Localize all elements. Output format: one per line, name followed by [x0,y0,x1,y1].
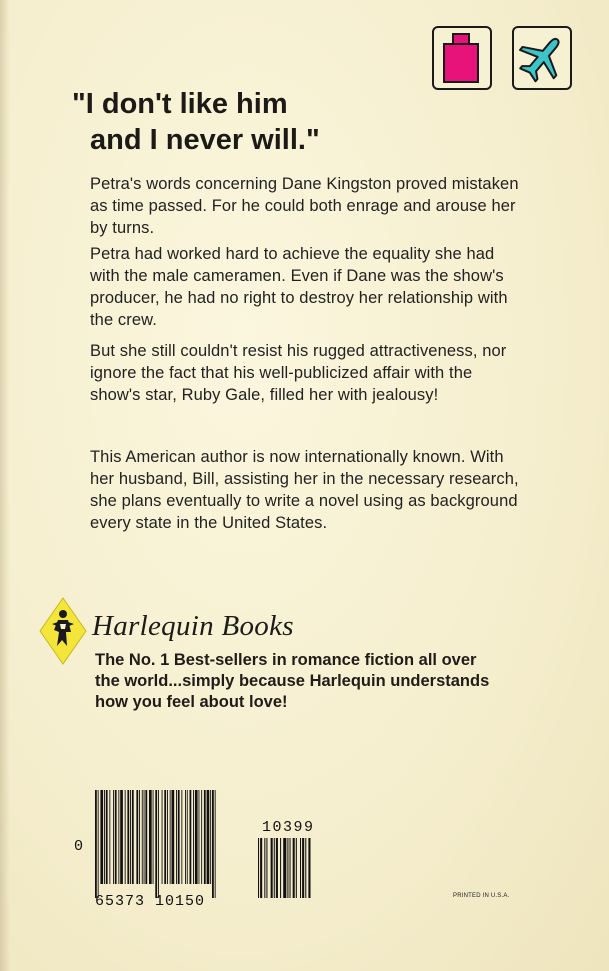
barcode-bar [120,790,123,884]
barcode-bar [271,838,273,898]
barcode-bar [308,838,310,898]
barcode-bar [178,790,180,884]
blurb-paragraph-2: Petra had worked hard to achieve the equality she had with the male cameramen. Even if Dane was the show's producer, he had no right to destroy her relationship with the crew. [90,245,508,329]
barcode-bar [212,790,214,898]
blurb-paragraph-3: But she still couldn't resist his rugged attractiveness, nor ignore the fact that his well-publicized affair with the show's star, Ruby Gale, filled her with jealousy! [90,342,507,404]
barcode-bar [153,790,154,884]
barcode-bar [185,790,186,884]
barcode-bar [260,838,262,898]
barcode-bar [115,790,117,884]
barcode-bar [190,790,192,884]
barcode-bar [305,838,306,898]
blurb-paragraph-1: Petra's words concerning Dane Kingston proved mistaken as time passed. For he could both enrage and arouse her by turns. [90,175,519,237]
barcode-bar [287,838,288,898]
barcode-bar [98,790,99,898]
headline-quote [72,86,492,158]
barcode-bar [127,790,129,884]
printed-in-note: PRINTED IN U.S.A. [453,893,510,899]
barcode-bar [132,790,134,884]
barcode-main-digits: 65373 10150 [95,893,206,910]
airplane-icon [514,28,570,88]
barcode-addon-bars [258,838,332,898]
barcode-bar [100,790,103,884]
barcode-bar [199,790,200,884]
barcode-bar [266,838,267,898]
barcode-bar [293,838,295,898]
barcode-bar [296,838,297,898]
barcode-bar [258,838,259,898]
barcode-bar [176,790,177,884]
brand-tagline: The No. 1 Best-sellers in romance fiction all over the world...simply because Harlequin understands how you feel about love! [95,651,490,711]
barcode-bar [210,790,211,884]
barcode-bar [170,790,171,884]
barcode-bar [204,790,206,884]
barcode-addon-digits: 10399 [262,819,315,836]
barcode-bar [145,790,147,884]
barcode-bar [136,790,138,884]
barcode-left-digit: 0 [74,838,84,855]
quote-line-2: and I never will." [90,124,320,156]
brand-name: Harlequin Books [92,610,294,642]
barcode-main-bars [95,790,250,898]
barcode-bar [106,790,108,884]
barcode-bar [290,838,291,898]
barcode-bar [302,838,304,898]
barcode-bar [118,790,119,884]
barcode-bar [164,790,166,884]
barcode-bar [264,838,265,898]
barcode-bar [172,790,175,884]
barcode-bar [187,790,188,884]
airplane-badge [512,26,572,90]
barcode-bar [95,790,97,898]
barcode-bar [167,790,168,884]
barcode-bar [125,790,126,884]
barcode-bar [276,838,278,898]
barcode-bar [274,838,275,898]
spine-shadow [0,0,10,971]
barcode-bar [162,790,163,884]
barcode-bar [113,790,114,884]
barcode-bar [130,790,131,884]
barcode-bar [139,790,140,884]
barcode-bar [149,790,152,884]
toy-brick-icon [434,28,490,88]
barcode-bar [280,838,281,898]
barcode-bar [158,790,159,898]
barcode-bar [207,790,210,884]
barcode-bar [201,790,202,884]
barcode-bar [109,790,110,884]
barcode-bar [142,790,143,884]
harlequin-diamond-logo [38,596,88,666]
barcode-bar [144,790,145,884]
barcode-bar [300,838,301,898]
barcode-bar [283,838,286,898]
quote-line-1: "I don't like him [72,88,288,120]
barcode-bar [181,790,182,884]
barcode-bar [195,790,198,884]
barcode-bar [215,790,216,898]
barcode-bar [104,790,105,884]
barcode-bar [155,790,157,898]
barcode-bar [193,790,194,884]
author-bio-paragraph: This American author is now internationally known. With her husband, Bill, assisting her in the necessary research, she plans eventually to write a novel using as background every state in the United States. [90,448,519,532]
toy-brick-badge [432,26,492,90]
